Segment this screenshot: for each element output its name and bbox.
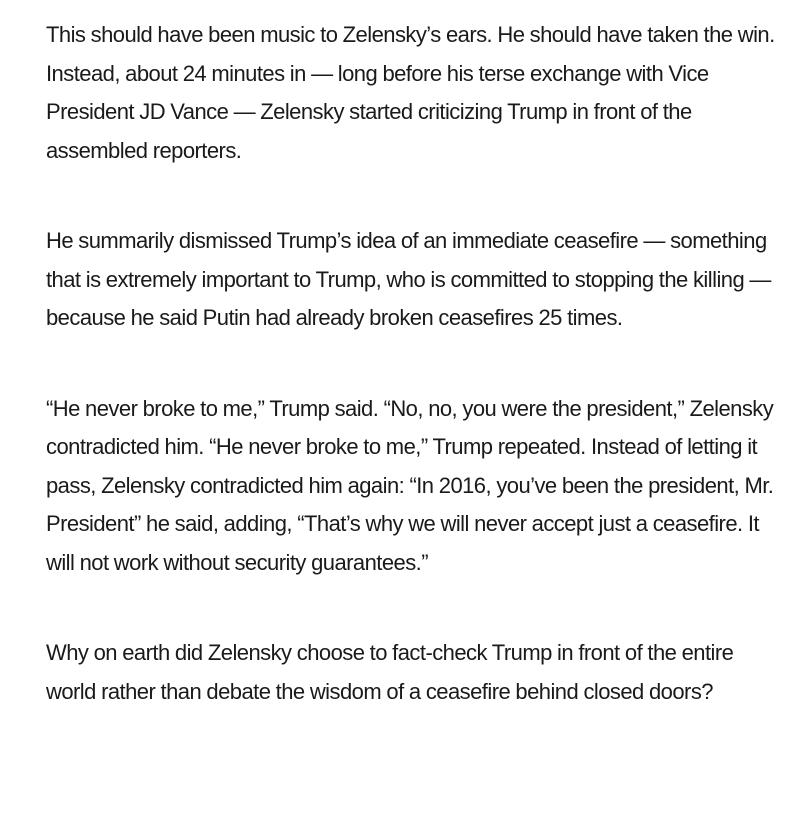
article-paragraph: “He never broke to me,” Trump said. “No, no, you were the president,” Zelensky contradicted him. “He never broke to me,” Trump repeated. Instead of letting it pass, Zelensky contradicted him again: “In 2016, you’ve been the president, Mr. President” he said, adding, “That’s why we will never accept just a ceasefire. It will not work without security guarantees.” [46, 395, 774, 575]
article-paragraph: This should have been music to Zelensky’s ears. He should have taken the win. Instead, about 24 minutes in — long before his terse exchange with Vice President JD Vance — Zelensky started criticizing Trump in front of the assembled reporters. [46, 22, 775, 163]
article-paragraph: He summarily dismissed Trump’s idea of an immediate ceasefire — something that is extremely important to Trump, who is committed to stopping the killing — because he said Putin had already broken ceasefires 25 times. [46, 228, 771, 330]
article-body [46, 16, 776, 711]
article-paragraph: Why on earth did Zelensky choose to fact-check Trump in front of the entire world rather than debate the wisdom of a ceasefire behind closed doors? [46, 640, 734, 704]
